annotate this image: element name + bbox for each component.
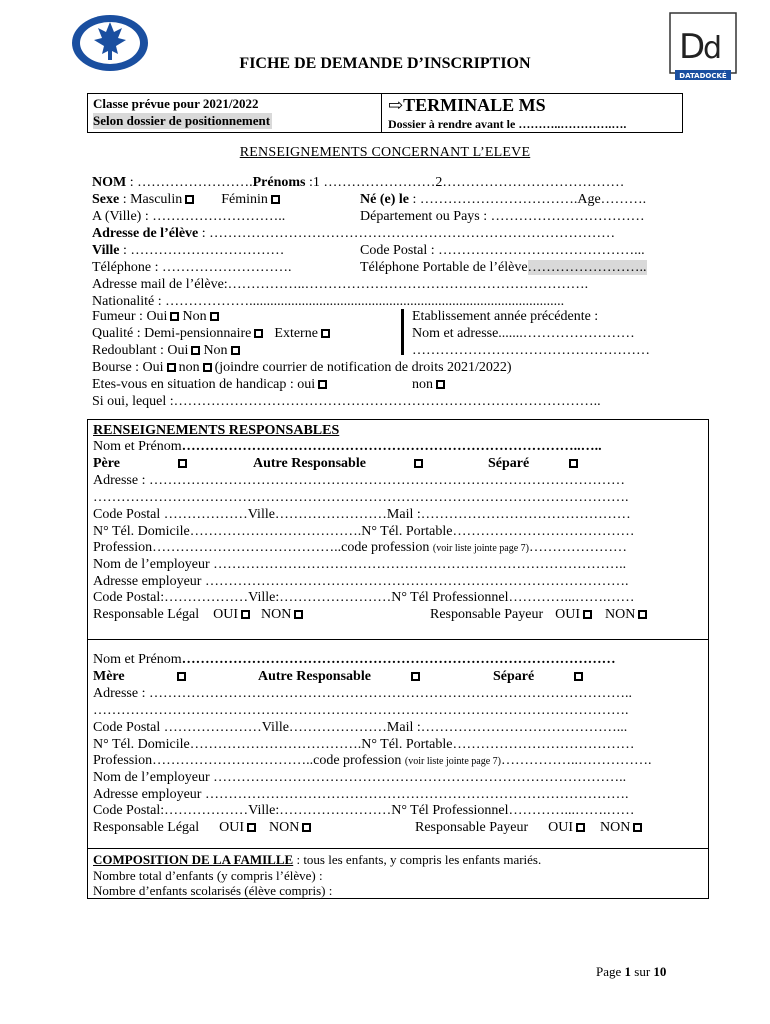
- pere-resp-payeur: [430, 607, 650, 623]
- checkbox-pere-payeur-non[interactable]: [638, 610, 647, 619]
- sexe-label: Sexe: [92, 192, 120, 207]
- mere-profession-text[interactable]: Profession……………………………..code profession: [93, 753, 402, 768]
- vertical-divider: [401, 309, 404, 355]
- mere-separe: [493, 669, 586, 685]
- nationalite[interactable]: Nationalité : ………………..........................................................................................: [92, 294, 565, 309]
- mere-payeur-oui-label: OUI: [548, 820, 574, 835]
- bourse-non-label: non: [178, 360, 200, 375]
- pere-legal-oui-label: OUI: [213, 607, 239, 622]
- mail-eleve[interactable]: Adresse mail de l’élève:……………..…………………………………………………….: [92, 277, 589, 292]
- portable-dots[interactable]: ……………………..: [527, 260, 647, 275]
- mere-adresse-2[interactable]: …………………………………………………………………………………………………….: [93, 703, 629, 718]
- page-number: [596, 964, 666, 980]
- checkbox-redoublant-non[interactable]: [231, 346, 240, 355]
- adresse-line[interactable]: [92, 226, 615, 242]
- nom-label: NOM: [92, 175, 127, 190]
- page-total: 10: [653, 964, 667, 979]
- checkbox-mere-autre[interactable]: [411, 672, 420, 681]
- portable-label: Téléphone Portable de l’élève: [360, 260, 528, 275]
- svg-text:d: d: [703, 31, 723, 66]
- mere-autre-label: Autre Responsable: [258, 669, 371, 684]
- ne-label: Né (e) le: [360, 192, 409, 207]
- checkbox-pere[interactable]: [178, 459, 187, 468]
- mere-resp-payeur: [415, 820, 645, 836]
- nb-enfants[interactable]: Nombre total d’enfants (y compris l’élève) :: [93, 868, 323, 883]
- redoublant-label: Redoublant : Oui: [92, 343, 189, 358]
- pere-code-postal[interactable]: Code Postal ………………Ville……………………Mail :………………………………………: [93, 507, 631, 522]
- sexe-line: [92, 192, 283, 208]
- adresse-dots[interactable]: : ……………………………………………………………………………: [198, 226, 616, 241]
- checkbox-pere-separe[interactable]: [569, 459, 578, 468]
- handicap-non-line: [412, 377, 448, 393]
- telephone[interactable]: Téléphone : ……………………….: [92, 260, 292, 275]
- checkbox-redoublant-oui[interactable]: [191, 346, 200, 355]
- eleve-section-title: RENSEIGNEMENTS CONCERNANT L’ELEVE: [239, 145, 531, 160]
- pere-type-line: [93, 456, 190, 472]
- page-sur: sur: [634, 964, 651, 979]
- pere-nom-dots[interactable]: …………………………………………………………………………..…..: [181, 439, 602, 454]
- pere-separe-label: Séparé: [488, 456, 530, 471]
- responsables-title-text: RENSEIGNEMENTS RESPONSABLES: [93, 423, 340, 438]
- classe-prevue: Classe prévue pour 2021/2022: [93, 96, 259, 111]
- mere-legal-oui-label: OUI: [219, 820, 245, 835]
- checkbox-mere-payeur-oui[interactable]: [576, 823, 585, 832]
- checkbox-mere[interactable]: [177, 672, 186, 681]
- pere-payeur-non-label: NON: [605, 607, 636, 622]
- prenoms-label: Prénoms: [252, 175, 306, 190]
- pere-adresse-employeur[interactable]: Adresse employeur ……………………………………………………………………………….: [93, 574, 629, 589]
- nom-dots[interactable]: : …………………….: [126, 175, 253, 190]
- checkbox-feminin[interactable]: [271, 195, 280, 204]
- fumeur-label: Fumeur : Oui: [92, 309, 168, 324]
- checkbox-pere-legal-non[interactable]: [294, 610, 303, 619]
- checkbox-externe[interactable]: [321, 329, 330, 338]
- fumeur-line: [92, 309, 222, 325]
- pere-legal-non-label: NON: [261, 607, 292, 622]
- mere-profession-code[interactable]: ……………..…………….: [500, 753, 652, 768]
- mere-cp-pro[interactable]: Code Postal:………………Ville:……………………N° Tél Professionnel…………...…….……: [93, 803, 635, 818]
- mere-nom-line[interactable]: [93, 652, 616, 668]
- etab-title: Etablissement année précédente :: [412, 309, 599, 324]
- pere-profession-text[interactable]: Profession…………………………………..code profession: [93, 540, 430, 555]
- pere-resp-payeur-label: Responsable Payeur: [430, 607, 544, 622]
- code-postal[interactable]: Code Postal : ……………………………………...: [360, 243, 645, 258]
- checkbox-fumeur-oui[interactable]: [170, 312, 179, 321]
- mere-payeur-non-label: NON: [600, 820, 631, 835]
- adresse-label: Adresse de l’élève: [92, 226, 199, 241]
- checkbox-pere-legal-oui[interactable]: [241, 610, 250, 619]
- fumeur-non-label: Non: [182, 309, 207, 324]
- redoublant-line: [92, 343, 243, 359]
- famille-line: [93, 852, 541, 868]
- pere-resp-legal: [93, 607, 306, 623]
- pere-adresse-2[interactable]: …………………………………………………………………………………………………….: [93, 490, 629, 505]
- checkbox-bourse-non[interactable]: [203, 363, 212, 372]
- bourse-note: (joindre courrier de notification de droits 2021/2022): [214, 360, 512, 375]
- pere-nom-line[interactable]: [93, 439, 602, 455]
- checkbox-pere-autre[interactable]: [414, 459, 423, 468]
- sexe-feminin: Féminin: [221, 192, 268, 207]
- pere-label: Père: [93, 456, 120, 471]
- pere-autre: [253, 456, 426, 472]
- responsables-title: [93, 423, 339, 439]
- mere-resp-payeur-label: Responsable Payeur: [415, 820, 529, 835]
- ville-dots[interactable]: : ……………………………: [119, 243, 285, 258]
- bourse-line: [92, 360, 512, 376]
- handicap-label: Etes-vous en situation de handicap : oui: [92, 377, 316, 392]
- class-box-left: [88, 94, 382, 132]
- page-current: 1: [624, 964, 632, 979]
- mere-adresse[interactable]: Adresse : …………………………………………………………………………………………..: [93, 686, 632, 701]
- svg-text:DATADOCKÉ: DATADOCKÉ: [679, 72, 727, 80]
- mere-legal-non-label: NON: [269, 820, 300, 835]
- nb-scolarises[interactable]: Nombre d’enfants scolarisés (élève compris) :: [93, 883, 333, 898]
- checkbox-mere-legal-oui[interactable]: [247, 823, 256, 832]
- departement[interactable]: Département ou Pays : ……………………………: [360, 209, 645, 224]
- sexe-masculin: : Masculin: [119, 192, 183, 207]
- checkbox-handicap-non[interactable]: [436, 380, 445, 389]
- checkbox-bourse-oui[interactable]: [167, 363, 176, 372]
- checkbox-mere-payeur-non[interactable]: [633, 823, 642, 832]
- famille-text: : tous les enfants, y compris les enfants mariés.: [293, 852, 542, 867]
- selon-dossier: Selon dossier de positionnement: [93, 113, 271, 128]
- pere-cp-pro[interactable]: Code Postal:………………Ville:……………………N° Tél Professionnel…………...…….……: [93, 590, 635, 605]
- qualite-line: [92, 326, 333, 342]
- dossier-date[interactable]: Dossier à rendre avant le ………..………….….: [388, 117, 627, 131]
- mere-resp-legal: [93, 820, 314, 836]
- pere-adresse[interactable]: Adresse : …………………………………………………………………………………………: [93, 473, 625, 488]
- etab-nom[interactable]: Nom et adresse.......……………………: [412, 326, 635, 341]
- separator-1: [88, 639, 708, 640]
- svg-text:D: D: [679, 27, 706, 67]
- pere-separe: [488, 456, 581, 472]
- mere-type-line: [93, 669, 189, 685]
- mere-profession-note: (voir liste jointe page 7): [404, 756, 501, 767]
- checkbox-masculin[interactable]: [185, 195, 194, 204]
- mere-autre: [258, 669, 423, 685]
- famille-title: COMPOSITION DE LA FAMILLE: [93, 852, 294, 867]
- mere-telephones[interactable]: N° Tél. Domicile……………………………….N° Tél. Portable…………………………………: [93, 737, 635, 752]
- pere-profession-code[interactable]: …………………: [528, 540, 627, 555]
- mere-label: Mère: [93, 669, 125, 684]
- page-title: FICHE DE DEMANDE D’INSCRIPTION: [239, 55, 531, 72]
- mere-resp-legal-label: Responsable Légal: [93, 820, 200, 835]
- mere-employeur[interactable]: Nom de l’employeur ……………………………………………………………………………..: [93, 770, 627, 785]
- pere-profession-note: (voir liste jointe page 7): [432, 543, 529, 554]
- ville-naissance[interactable]: A (Ville) : ………………………..: [92, 209, 286, 224]
- pere-nom-label: Nom et Prénom: [93, 439, 182, 454]
- qualite-label: Qualité : Demi-pensionnaire: [92, 326, 252, 341]
- checkbox-demi-pensionnaire[interactable]: [254, 329, 263, 338]
- handicap-line: [92, 377, 330, 393]
- pere-resp-legal-label: Responsable Légal: [93, 607, 200, 622]
- mere-nom-label: Nom et Prénom: [93, 652, 182, 667]
- redoublant-non-label: Non: [203, 343, 228, 358]
- checkbox-fumeur-non[interactable]: [210, 312, 219, 321]
- mere-profession[interactable]: [93, 753, 651, 769]
- datadocke-logo: [669, 12, 737, 84]
- terminale-ms: ⇨TERMINALE MS: [388, 95, 546, 115]
- prenoms-dots[interactable]: :1 ……………………2…………………………………: [305, 175, 625, 190]
- ne-dots[interactable]: : …………………………….Age……….: [408, 192, 647, 207]
- pere-profession[interactable]: [93, 540, 627, 556]
- mere-nom-dots[interactable]: …………………………………………………………………………………: [181, 652, 616, 667]
- mere-separe-label: Séparé: [493, 669, 535, 684]
- class-box: [87, 93, 683, 133]
- ville-line[interactable]: [92, 243, 284, 259]
- page-label: Page: [596, 964, 622, 979]
- checkbox-mere-legal-non[interactable]: [302, 823, 311, 832]
- ville-label: Ville: [92, 243, 120, 258]
- checkbox-handicap-oui[interactable]: [318, 380, 327, 389]
- mere-code-postal[interactable]: Code Postal …………………Ville…………………Mail :……………………………………...: [93, 720, 628, 735]
- handicap-lequel[interactable]: Si oui, lequel :………………………………………………………………………………..: [92, 394, 601, 409]
- bourse-label: Bourse : Oui: [92, 360, 164, 375]
- pere-telephones[interactable]: N° Tél. Domicile……………………………….N° Tél. Portable…………………………………: [93, 524, 635, 539]
- portable-line[interactable]: [360, 260, 647, 276]
- pere-employeur[interactable]: Nom de l’employeur ……………………………………………………………………………..: [93, 557, 627, 572]
- naissance-line[interactable]: [360, 192, 646, 208]
- externe-label: Externe: [274, 326, 318, 341]
- checkbox-pere-payeur-oui[interactable]: [583, 610, 592, 619]
- etab-dots[interactable]: ……………………………………………: [412, 343, 650, 358]
- pere-payeur-oui-label: OUI: [555, 607, 581, 622]
- responsables-box: [87, 419, 709, 899]
- checkbox-mere-separe[interactable]: [574, 672, 583, 681]
- mere-adresse-employeur[interactable]: Adresse employeur ……………………………………………………………………………….: [93, 787, 629, 802]
- pere-autre-label: Autre Responsable: [253, 456, 366, 471]
- handicap-non-label: non: [412, 377, 433, 392]
- nom-line[interactable]: [92, 175, 624, 191]
- separator-2: [88, 848, 708, 849]
